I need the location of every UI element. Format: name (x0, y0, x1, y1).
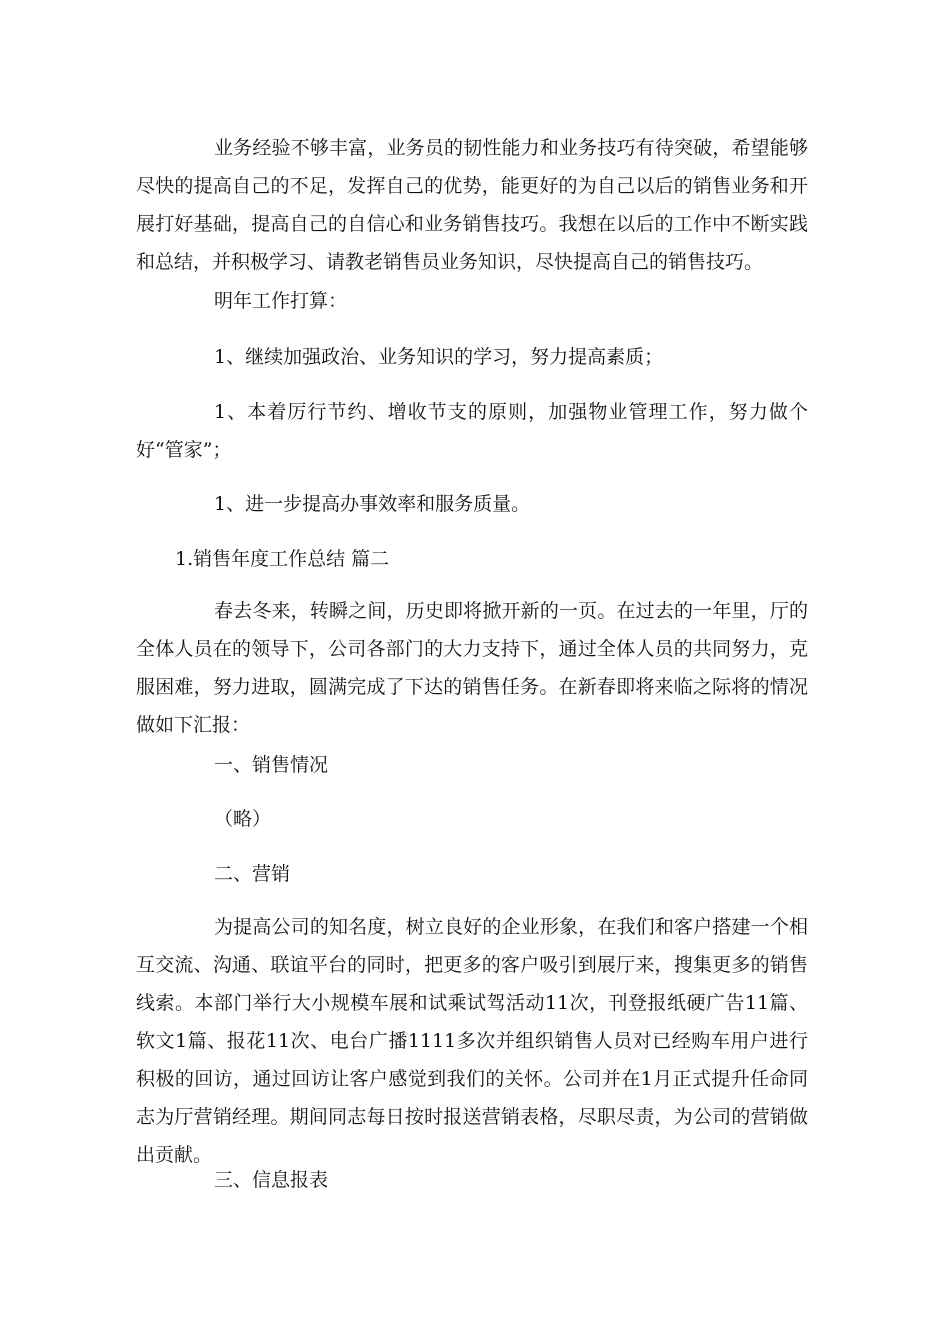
plan-item-study: 1、继续加强政治、业务知识的学习，努力提高素质； (214, 346, 664, 368)
plan-item-efficiency: 1、进一步提高办事效率和服务质量。 (214, 493, 531, 515)
heading-info-reports: 三、信息报表 (214, 1169, 329, 1191)
heading-marketing: 二、营销 (214, 863, 291, 885)
paragraph-experience: 业务经验不够丰富，业务员的韧性能力和业务技巧有待突破，希望能够尽快的提高自己的不足，发挥自己的优势，能更好的为自己以后的销售业务和开展打好基础，提高自己的自信心和业务销售技巧。我想在以后的工作中不断实践和总结，并积极学习、请教老销售员业务知识，尽快提高自己的销售技巧。 (136, 137, 808, 273)
plan-item-savings: 1、本着厉行节约、增收节支的原则，加强物业管理工作，努力做个好“管家”； (136, 401, 808, 461)
heading-next-year-plan: 明年工作打算： (214, 290, 348, 312)
paragraph-summary-intro: 春去冬来，转瞬之间，历史即将掀开新的一页。在过去的一年里，厅的全体人员在的领导下，公司各部门的大力支持下，通过全体人员的共同努力，克服困难，努力进取，圆满完成了下达的销售任务。在新春即将来临之际将的情况做如下汇报： (136, 600, 808, 736)
omitted-note: （略） (214, 808, 272, 830)
paragraph-marketing: 为提高公司的知名度，树立良好的企业形象，在我们和客户搭建一个相互交流、沟通、联谊平台的同时，把更多的客户吸引到展厅来，搜集更多的销售线索。本部门举行大小规模车展和试乘试驾活动11次，刊登报纸硬广告11篇、软文1篇、报花11次、电台广播1111多次并组织销售人员对已经购车用户进行积极的回访，通过回访让客户感觉到我们的关怀。公司并在1月正式提升任命同志为厅营销经理。期间同志每日按时报送营销表格，尽职尽责，为公司的营销做出贡献。 (136, 916, 808, 1166)
section-title-part-two: 1.销售年度工作总结 篇二 (175, 548, 390, 570)
heading-sales-situation: 一、销售情况 (214, 754, 329, 776)
